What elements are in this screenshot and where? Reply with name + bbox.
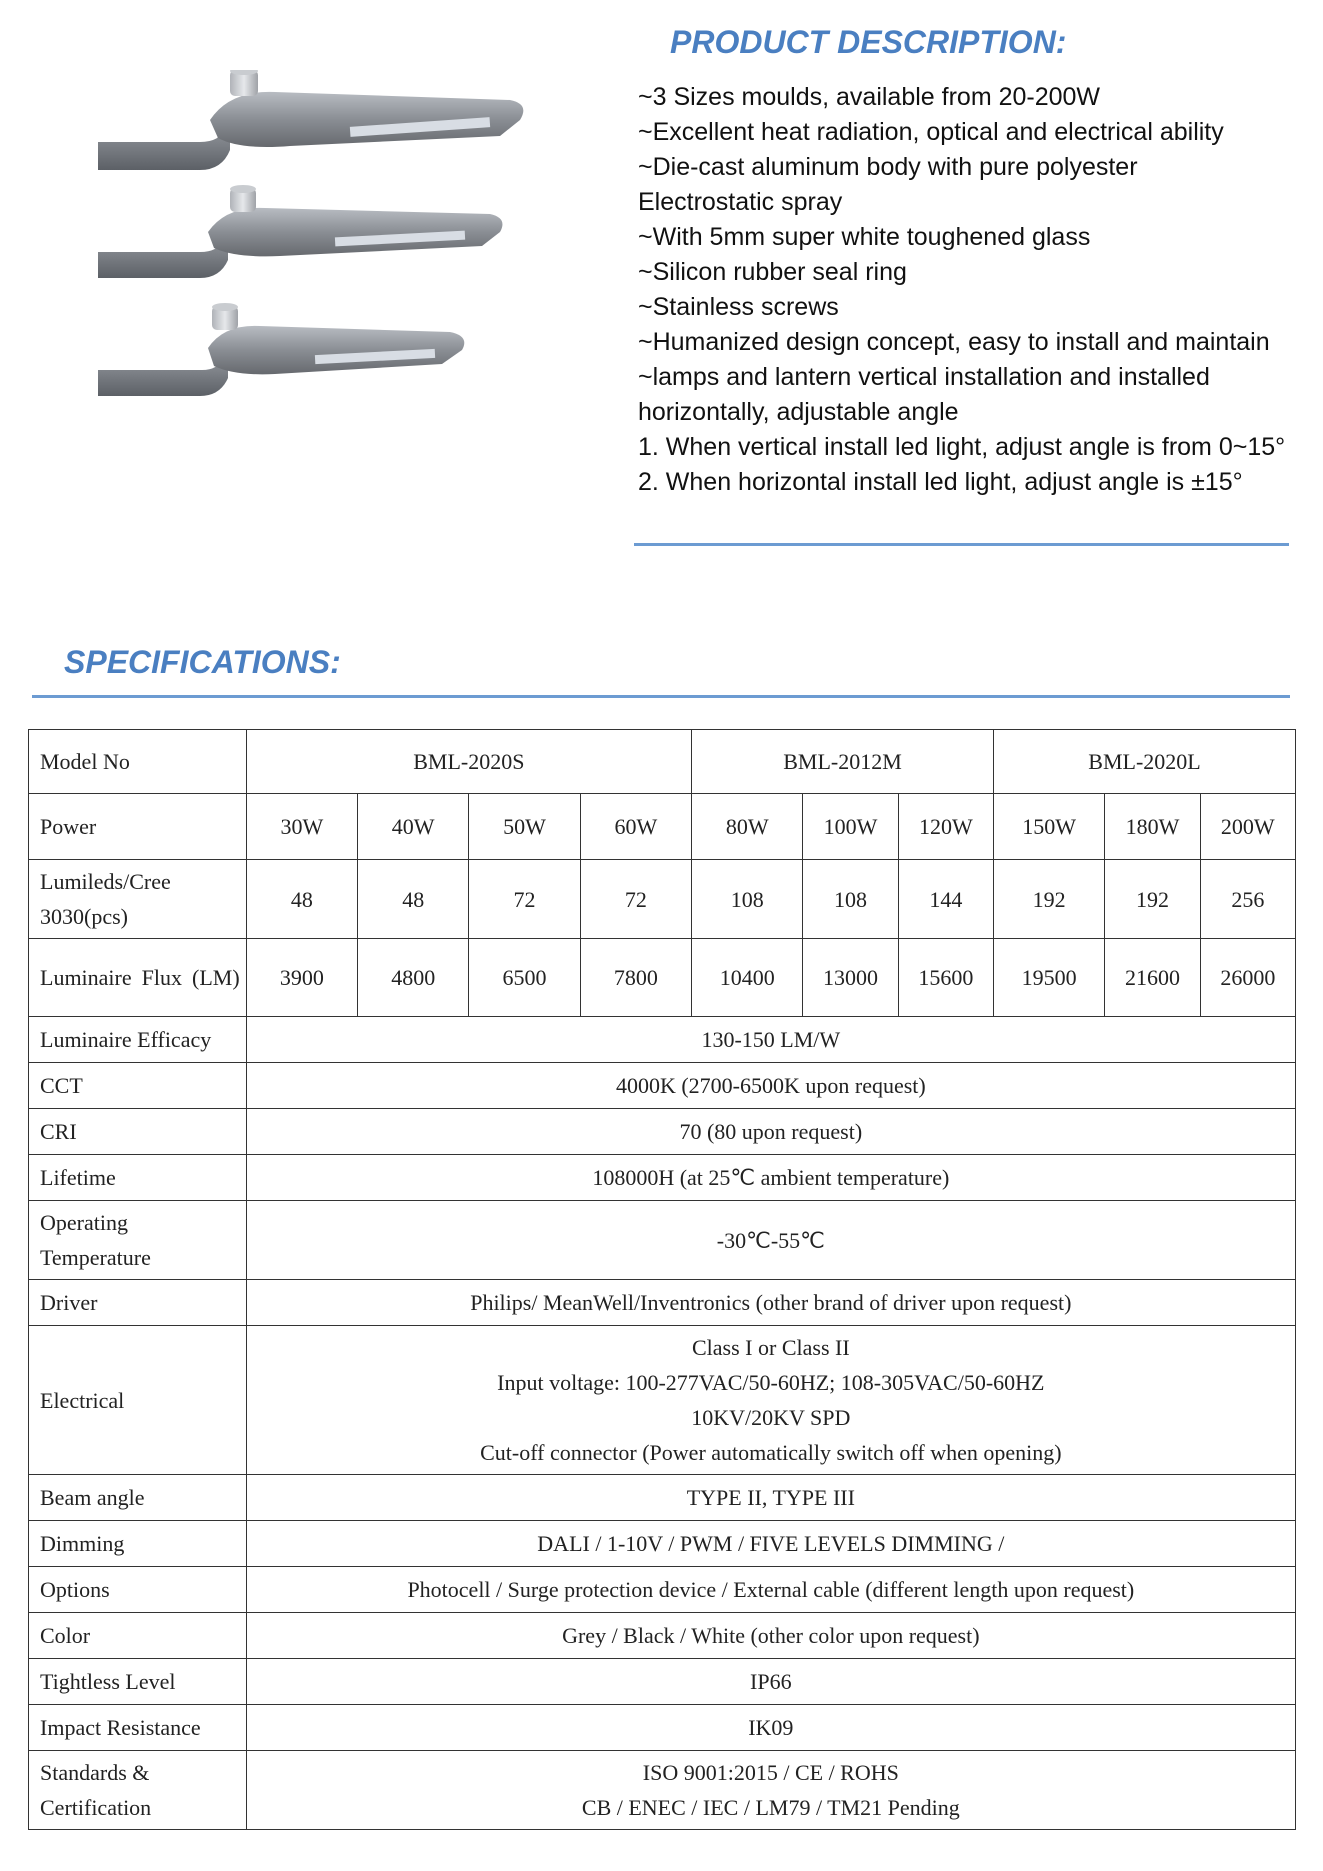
- table-cell: Grey / Black / White (other color upon request): [246, 1613, 1295, 1659]
- table-row: [29, 1063, 1296, 1109]
- product-description-title: PRODUCT DESCRIPTION:: [670, 24, 1067, 60]
- specifications-table: [28, 729, 1296, 1830]
- row-label: Model No: [29, 730, 247, 794]
- table-row: [29, 1475, 1296, 1521]
- table-row: [29, 1613, 1296, 1659]
- table-row: [29, 1751, 1296, 1830]
- divider: [32, 695, 1290, 698]
- row-label: Impact Resistance: [29, 1705, 247, 1751]
- table-cell: 108: [692, 860, 803, 939]
- description-line: Electrostatic spray: [638, 188, 843, 216]
- table-cell: 48: [246, 860, 357, 939]
- table-cell: 192: [993, 860, 1104, 939]
- table-cell: 13000: [803, 939, 898, 1017]
- model-cell: BML-2020S: [246, 730, 691, 794]
- standards-line: CB / ENEC / IEC / LM79 / TM21 Pending: [581, 1795, 960, 1820]
- table-cell: 4800: [358, 939, 469, 1017]
- electrical-line: Class I or Class II: [692, 1335, 850, 1360]
- description-line: 1. When vertical install led light, adjust angle is from 0~15°: [638, 433, 1286, 461]
- table-cell: 80W: [692, 794, 803, 860]
- row-label: Luminaire Efficacy: [29, 1017, 247, 1063]
- row-label: Options: [29, 1567, 247, 1613]
- row-label: CCT: [29, 1063, 247, 1109]
- row-label: Color: [29, 1613, 247, 1659]
- description-line: ~Silicon rubber seal ring: [638, 258, 907, 286]
- description-line: horizontally, adjustable angle: [638, 398, 959, 426]
- table-cell: 192: [1105, 860, 1200, 939]
- divider: [634, 543, 1289, 546]
- row-label: Lumileds/Cree 3030(pcs): [29, 860, 247, 939]
- model-cell: BML-2012M: [692, 730, 994, 794]
- table-cell: 100W: [803, 794, 898, 860]
- table-cell: Photocell / Surge protection device / External cable (different length upon request): [246, 1567, 1295, 1613]
- table-cell: IP66: [246, 1659, 1295, 1705]
- electrical-line: 10KV/20KV SPD: [691, 1405, 851, 1430]
- table-row: [29, 1567, 1296, 1613]
- specifications-title: SPECIFICATIONS:: [64, 644, 341, 680]
- table-row: [29, 860, 1296, 939]
- table-cell: 6500: [469, 939, 580, 1017]
- table-cell: TYPE II, TYPE III: [246, 1475, 1295, 1521]
- table-cell: 7800: [580, 939, 691, 1017]
- table-cell: 120W: [898, 794, 993, 860]
- table-cell: Philips/ MeanWell/Inventronics (other brand of driver upon request): [246, 1280, 1295, 1326]
- row-label: Operating Temperature: [29, 1201, 247, 1280]
- table-cell: 48: [358, 860, 469, 939]
- lamp-small: [98, 303, 464, 396]
- row-label: Lifetime: [29, 1155, 247, 1201]
- table-cell: 72: [469, 860, 580, 939]
- row-label: Electrical: [29, 1326, 247, 1475]
- table-row: [29, 939, 1296, 1017]
- row-label-line: Certification: [40, 1795, 152, 1820]
- table-cell: 21600: [1105, 939, 1200, 1017]
- street-light-product-images: [90, 70, 550, 430]
- row-label: Dimming: [29, 1521, 247, 1567]
- table-row: [29, 730, 1296, 794]
- table-cell: 108: [803, 860, 898, 939]
- row-label: [29, 1751, 247, 1830]
- row-label: Power: [29, 794, 247, 860]
- table-cell: [246, 1326, 1295, 1475]
- row-label: Beam angle: [29, 1475, 247, 1521]
- table-cell: 15600: [898, 939, 993, 1017]
- electrical-line: Cut-off connector (Power automatically switch off when opening): [480, 1440, 1062, 1465]
- description-line: 2. When horizontal install led light, adjust angle is ±15°: [638, 468, 1243, 496]
- description-line: ~3 Sizes moulds, available from 20-200W: [638, 83, 1101, 111]
- row-label: Driver: [29, 1280, 247, 1326]
- table-cell: 19500: [993, 939, 1104, 1017]
- table-cell: -30℃-55℃: [246, 1201, 1295, 1280]
- table-cell: 256: [1200, 860, 1295, 939]
- table-row: [29, 1280, 1296, 1326]
- table-cell: 4000K (2700-6500K upon request): [246, 1063, 1295, 1109]
- table-cell: 130-150 LM/W: [246, 1017, 1295, 1063]
- table-cell: 50W: [469, 794, 580, 860]
- table-cell: 3900: [246, 939, 357, 1017]
- row-label: CRI: [29, 1109, 247, 1155]
- standards-line: ISO 9001:2015 / CE / ROHS: [642, 1760, 899, 1785]
- table-row: [29, 794, 1296, 860]
- table-cell: 30W: [246, 794, 357, 860]
- description-line: ~Humanized design concept, easy to install and maintain: [638, 328, 1270, 356]
- table-row: [29, 1109, 1296, 1155]
- lamp-large: [98, 70, 523, 170]
- table-row: [29, 1705, 1296, 1751]
- row-label: Tightless Level: [29, 1659, 247, 1705]
- table-row: [29, 1326, 1296, 1475]
- electrical-line: Input voltage: 100-277VAC/50-60HZ; 108-305VAC/50-60HZ: [497, 1370, 1045, 1395]
- table-cell: 108000H (at 25℃ ambient temperature): [246, 1155, 1295, 1201]
- description-line: ~Die-cast aluminum body with pure polyester: [638, 153, 1138, 181]
- model-cell: BML-2020L: [993, 730, 1295, 794]
- product-description-list: [638, 80, 1298, 500]
- table-cell: 144: [898, 860, 993, 939]
- table-cell: 200W: [1200, 794, 1295, 860]
- table-row: [29, 1155, 1296, 1201]
- table-cell: DALI / 1-10V / PWM / FIVE LEVELS DIMMING /: [246, 1521, 1295, 1567]
- description-line: ~With 5mm super white toughened glass: [638, 223, 1091, 251]
- table-cell: 70 (80 upon request): [246, 1109, 1295, 1155]
- table-cell: 180W: [1105, 794, 1200, 860]
- table-cell: 26000: [1200, 939, 1295, 1017]
- description-line: ~Excellent heat radiation, optical and electrical ability: [638, 118, 1224, 146]
- table-cell: 72: [580, 860, 691, 939]
- row-label: Luminaire Flux (LM): [29, 939, 247, 1017]
- row-label-line: Standards &: [40, 1760, 150, 1785]
- table-row: [29, 1659, 1296, 1705]
- table-row: [29, 1017, 1296, 1063]
- table-row: [29, 1521, 1296, 1567]
- table-cell: [246, 1751, 1295, 1830]
- table-cell: 40W: [358, 794, 469, 860]
- description-line: ~lamps and lantern vertical installation and installed: [638, 363, 1210, 391]
- description-line: ~Stainless screws: [638, 293, 839, 321]
- table-cell: 150W: [993, 794, 1104, 860]
- table-row: [29, 1201, 1296, 1280]
- lamp-medium: [98, 185, 502, 278]
- table-cell: 60W: [580, 794, 691, 860]
- table-cell: IK09: [246, 1705, 1295, 1751]
- table-cell: 10400: [692, 939, 803, 1017]
